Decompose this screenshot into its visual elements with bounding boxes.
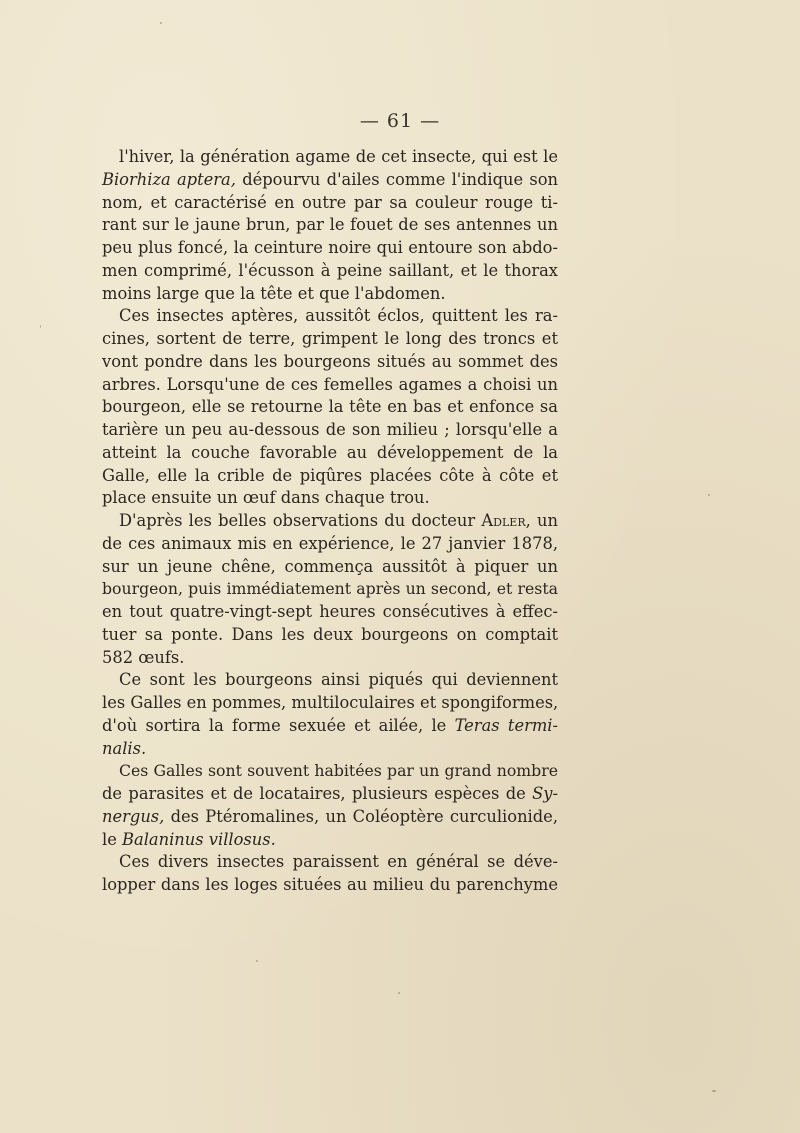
text-line bbox=[102, 601, 558, 624]
text-line bbox=[102, 396, 558, 419]
text-line bbox=[102, 237, 558, 260]
text-line bbox=[102, 328, 558, 351]
text-run: les Galles en pommes, multiloculaires et spongiformes, bbox=[102, 693, 559, 712]
text-line bbox=[102, 510, 558, 533]
text-line bbox=[102, 305, 558, 328]
text-run: Ces insectes aptères, aussitôt éclos, quittent les ra- bbox=[119, 306, 558, 326]
paper-speck bbox=[160, 22, 162, 24]
text-line bbox=[102, 692, 558, 715]
text-run: cines, sortent de terre, grimpent le long des troncs et bbox=[102, 329, 558, 348]
text-line bbox=[102, 760, 558, 783]
text-run: en tout quatre-vingt-sept heures consécutives à effec- bbox=[102, 602, 558, 621]
text-run: nom, et caractérisé en outre par sa couleur rouge ti- bbox=[102, 192, 558, 212]
paper-speck bbox=[256, 960, 258, 962]
text-line bbox=[102, 487, 558, 510]
text-run: Ce sont les bourgeons ainsi piqués qui deviennent bbox=[119, 670, 558, 690]
text-line bbox=[102, 374, 558, 397]
paper-speck bbox=[398, 992, 400, 994]
italic-run: Sy- bbox=[532, 784, 558, 803]
text-line bbox=[102, 192, 558, 215]
text-line bbox=[102, 829, 558, 852]
text-line bbox=[102, 465, 558, 488]
text-line bbox=[102, 578, 558, 601]
text-line bbox=[102, 419, 558, 442]
text-run: moins large que la tête et que l'abdomen. bbox=[102, 283, 446, 303]
paper-speck bbox=[712, 1090, 716, 1092]
text-line bbox=[102, 533, 558, 556]
text-run: l'hiver, la génération agame de cet insecte, qui est le bbox=[119, 147, 558, 166]
text-line bbox=[102, 647, 558, 670]
italic-run: nergus, bbox=[102, 806, 165, 826]
text-run: lopper dans les loges situées au milieu du parenchyme bbox=[102, 875, 558, 894]
text-run: atteint la couche favorable au développement de la bbox=[102, 442, 558, 462]
text-line bbox=[102, 715, 558, 738]
text-line bbox=[102, 260, 558, 283]
text-run: tarière un peu au-dessous de son milieu ; lorsqu'elle a bbox=[102, 420, 558, 439]
text-run: sur un jeune chêne, commença aussitôt à piquer un bbox=[102, 556, 558, 576]
text-run: bourgeon, puis immédiatement après un second, et resta bbox=[102, 579, 558, 599]
text-run: vont pondre dans les bourgeons situés au sommet des bbox=[102, 351, 558, 371]
text-line bbox=[102, 169, 558, 192]
paper-speck bbox=[708, 494, 710, 496]
small-caps-run: Adler, bbox=[481, 511, 531, 530]
text-run: 582 œufs. bbox=[102, 647, 185, 667]
text-run: tuer sa ponte. Dans les deux bourgeons on comptait bbox=[102, 624, 558, 644]
text-run: place ensuite un œuf dans chaque trou. bbox=[102, 488, 430, 508]
text-line bbox=[102, 806, 558, 829]
text-run: de parasites et de locataires, plusieurs espèces de bbox=[102, 784, 533, 803]
text-line bbox=[102, 851, 558, 874]
text-line bbox=[102, 738, 558, 761]
text-line bbox=[102, 283, 558, 306]
text-run: d'où sortira la forme sexuée et ailée, le bbox=[102, 715, 455, 735]
text-run: de ces animaux mis en expérience, le 27 janvier 1878, bbox=[102, 533, 558, 553]
text-run: dépourvu d'ailes comme l'indique son bbox=[235, 169, 558, 189]
text-run: bourgeon, elle se retourne la tête en bas et enfonce sa bbox=[102, 397, 558, 417]
body-text bbox=[102, 146, 558, 897]
italic-run: Biorhiza aptera, bbox=[102, 169, 236, 189]
text-line bbox=[102, 146, 558, 169]
text-line bbox=[102, 556, 558, 579]
page-number: — 61 — bbox=[359, 110, 441, 132]
text-line bbox=[102, 442, 558, 465]
text-run: rant sur le jaune brun, par le fouet de ses antennes un bbox=[102, 215, 558, 235]
text-line bbox=[102, 783, 558, 806]
text-line bbox=[102, 874, 558, 897]
italic-run: Teras termi- bbox=[454, 715, 559, 735]
italic-run: nalis. bbox=[102, 738, 147, 758]
text-run: arbres. Lorsqu'une de ces femelles agames a choisi un bbox=[102, 374, 558, 394]
text-run: Galle, elle la crible de piqûres placées côte à côte et bbox=[102, 465, 558, 485]
text-run: des Ptéromalines, un Coléoptère curculionide, bbox=[164, 806, 558, 826]
text-run: men comprimé, l'écusson à peine saillant, et le thorax bbox=[102, 260, 558, 280]
text-run: le bbox=[102, 829, 123, 849]
text-line bbox=[102, 624, 558, 647]
text-run: un bbox=[530, 511, 558, 530]
text-run: peu plus foncé, la ceinture noire qui entoure son abdo- bbox=[102, 238, 558, 257]
text-line bbox=[102, 214, 558, 237]
text-run: Ces divers insectes paraissent en général se déve- bbox=[119, 852, 558, 872]
text-run: Ces Galles sont souvent habitées par un grand nombre bbox=[119, 761, 558, 781]
text-line bbox=[102, 351, 558, 374]
text-run: D'après les belles observations du docteur bbox=[119, 511, 482, 530]
paper-speck bbox=[40, 325, 41, 328]
italic-run: Balaninus villosus. bbox=[122, 829, 276, 849]
text-line bbox=[102, 669, 558, 692]
